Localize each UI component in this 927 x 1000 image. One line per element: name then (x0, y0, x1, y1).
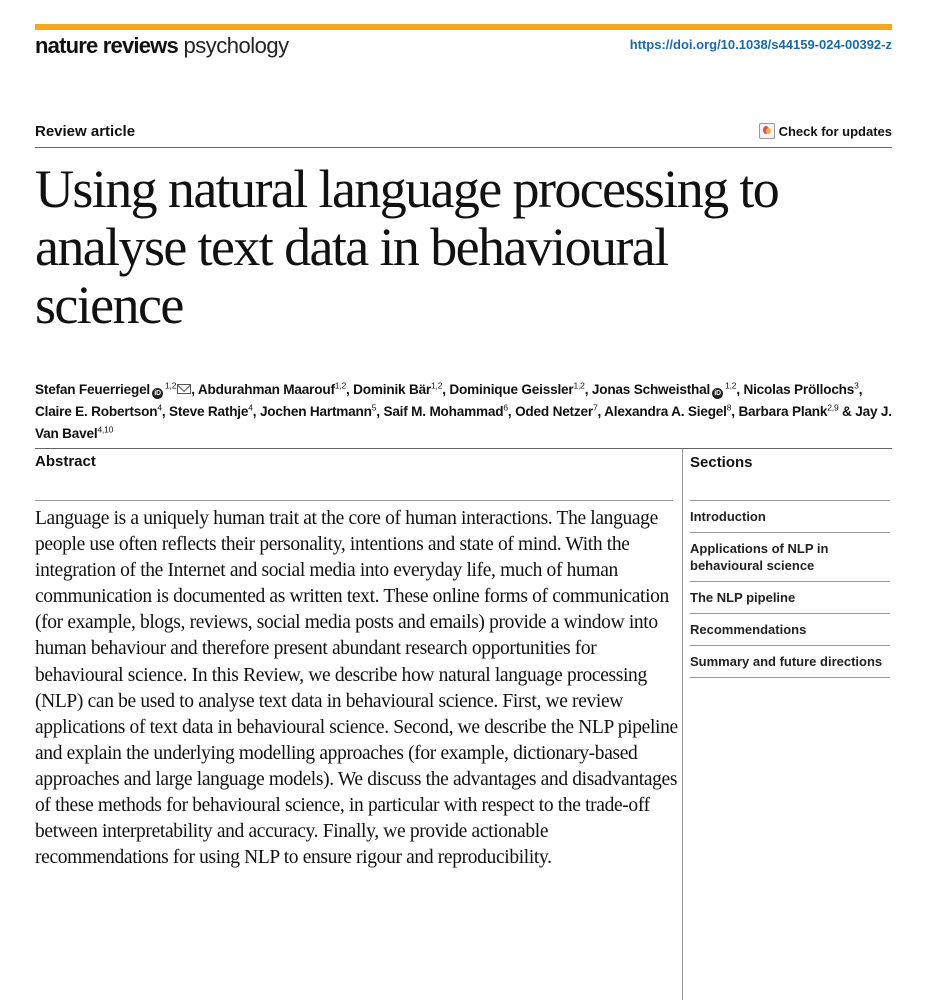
article-title: Using natural language processing to analyse text data in behavioural science (35, 159, 779, 335)
author-affiliation: 1,2 (725, 380, 737, 391)
author-affiliation: 7 (592, 402, 598, 413)
check-updates-label: Check for updates (778, 123, 892, 139)
author-name: Jochen Hartmann (259, 404, 372, 419)
author[interactable] (35, 382, 191, 397)
header-divider (35, 147, 892, 148)
author-name: Saif M. Mohammad (383, 404, 504, 419)
author-name: Stefan Feuerriegel (35, 382, 151, 397)
sections-heading: Sections (690, 454, 753, 471)
orcid-icon[interactable]: iD (152, 388, 163, 399)
section-link-introduction[interactable]: Introduction (690, 501, 890, 533)
abstract-text: Language is a uniquely human trait at the core of human interactions. The language people use often reflects their personality, intentions and state of mind. With the integration of the Internet and social media into everyday life, much of human communication is documented as written text. These online forms of communication (for example, blogs, reviews, social media posts and emails) provide a window into human behaviour and therefore present abundant research opportunities for behavioural science. In this Review, we describe how natural language processing (NLP) can be used to analyse text data in behavioural science. First, we review applications of text data in behavioural science. Second, we describe the NLP pipeline and explain the underlying modelling approaches (for example, dictionary-based approaches and large language models). We discuss the advantages and disadvantages of these methods for behavioural science, in particular with respect to the trade-off between interpretability and accuracy. Finally, we provide actionable recommendations for using NLP to ensure rigour and reproducibility. (35, 508, 678, 869)
abstract-heading: Abstract (35, 453, 96, 470)
author[interactable] (198, 382, 346, 397)
author-affiliation: 2,9 (827, 402, 839, 413)
author-affiliation: 3 (854, 380, 859, 391)
author-name: Nicolas Pröllochs (743, 382, 855, 397)
author[interactable] (515, 404, 597, 419)
section-link-recommendations[interactable]: Recommendations (690, 614, 890, 646)
author-affiliation: 4,10 (97, 424, 114, 435)
author-affiliation: 1,2 (334, 380, 346, 391)
author-affiliation: 1,2 (165, 380, 177, 391)
author-name: Claire E. Robertson (35, 404, 158, 419)
author-affiliation: 6 (503, 402, 508, 413)
author[interactable] (743, 382, 858, 397)
author[interactable] (169, 404, 253, 419)
author-list: Stefan Feuerriegel iD$^{1,2}$ , Abdurahman Maarouf$^{1,2}$, Dominik Bär$^{1,2}$, Dominique Geissler$^{1,2}$, Jonas Schweisthal iD$^{1,2}$, Nicolas Pröllochs$^3$, Claire E. Robertson$^4$, Steve Rathje$^4$, Jochen Hartmann$^5$, Saif M. Mohammad$^6$, Oded Netzer$^7$, Alexandra A. Siegel$^8$, Barbara Plank$^{2,9}$ & Jay J. Van Bavel$^{4,10}$ (35, 380, 892, 441)
sidebar-divider (682, 449, 683, 1000)
author[interactable] (383, 404, 507, 419)
author-name: Oded Netzer (515, 404, 593, 419)
section-link-applications[interactable]: Applications of NLP in behavioural science (690, 533, 890, 582)
article-type: Review article (35, 123, 136, 140)
author-name: Alexandra A. Siegel (604, 404, 727, 419)
author[interactable] (35, 404, 162, 419)
author-name: Dominique Geissler (449, 382, 574, 397)
author-affiliation: 8 (726, 402, 732, 413)
author[interactable] (592, 382, 736, 397)
abstract-divider (35, 500, 673, 501)
check-updates-button[interactable] (759, 123, 892, 139)
journal-brand-light: psychology (183, 33, 289, 58)
author-name: Barbara Plank (738, 404, 828, 419)
author-name: Steve Rathje (169, 404, 249, 419)
author[interactable] (449, 382, 584, 397)
journal-accent-bar (35, 24, 892, 30)
orcid-icon[interactable]: iD (712, 388, 723, 399)
journal-brand-bold: nature reviews (35, 33, 178, 58)
section-link-summary[interactable]: Summary and future directions (690, 646, 890, 678)
author-name: Jonas Schweisthal (591, 382, 711, 397)
author[interactable] (260, 404, 376, 419)
journal-logo[interactable] (35, 33, 289, 59)
author-affiliation: 5 (371, 402, 377, 413)
crossmark-icon (759, 123, 775, 139)
section-link-nlp-pipeline[interactable]: The NLP pipeline (690, 582, 890, 614)
author[interactable] (604, 404, 731, 419)
authors-divider (35, 448, 892, 449)
email-icon[interactable] (177, 384, 191, 394)
author-affiliation: 4 (157, 402, 162, 413)
author-name: Dominik Bär (353, 382, 432, 397)
doi-link[interactable]: https://doi.org/10.1038/s44159-024-00392-z (629, 37, 892, 52)
author-name: Jay J. Van Bavel (35, 404, 892, 441)
author[interactable] (353, 382, 442, 397)
author-affiliation: 1,2 (431, 380, 443, 391)
author-affiliation: 1,2 (573, 380, 585, 391)
author-name: Abdurahman Maarouf (197, 382, 335, 397)
author-affiliation: 4 (248, 402, 253, 413)
sections-nav (690, 500, 890, 678)
author[interactable] (738, 404, 838, 419)
